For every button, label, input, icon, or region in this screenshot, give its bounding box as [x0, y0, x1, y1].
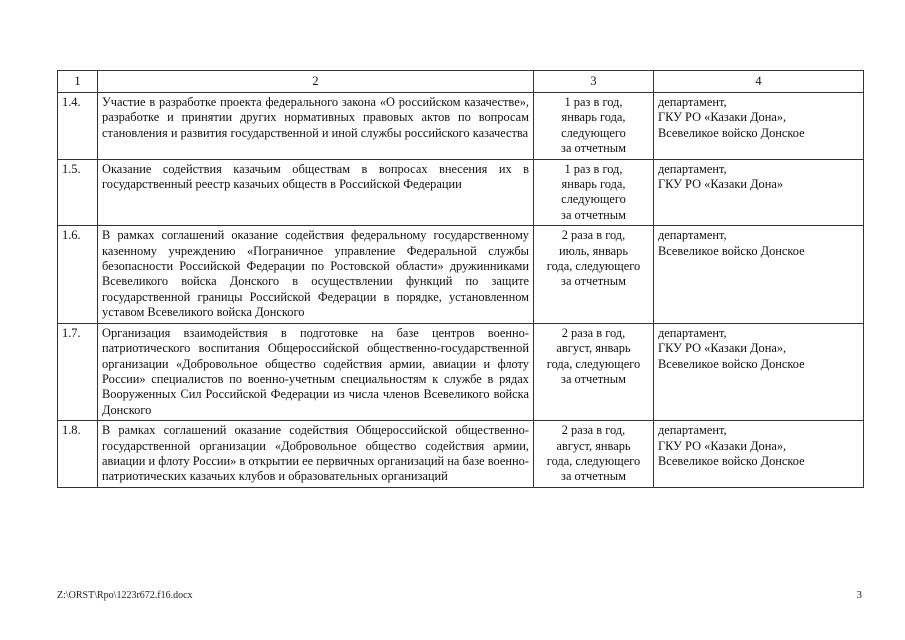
row-responsible: [654, 323, 864, 420]
table-row: [58, 93, 864, 160]
responsible-line: департамент,: [658, 423, 727, 438]
period-line: 1 раз в год,: [564, 95, 623, 109]
period-line: январь года,: [561, 177, 626, 192]
period-line: за отчетным: [561, 469, 626, 484]
row-number: 1.8.: [58, 421, 98, 488]
row-description: Организация взаимодействия в подготовке на базе центров военно-патриотического воспитания Общероссийской общественно-государственной организации «Добровольное общество содействия армии, авиации и флоту России» специалистов по военно-учетным специальностям к службе в рядах Вооруженных Сил Российской Федерации из числа членов Всевеликого войска Донского: [98, 323, 534, 420]
period-line: года, следующего: [546, 259, 641, 274]
header-col-2: 2: [98, 71, 534, 93]
responsible-line: Всевеликое войско Донское: [658, 243, 805, 258]
responsible-line: ГКУ РО «Казаки Дона»,: [658, 438, 787, 453]
row-number: 1.5.: [58, 159, 98, 226]
row-responsible: [654, 421, 864, 488]
responsible-line: департамент,: [658, 228, 727, 243]
row-period: [534, 323, 654, 420]
responsible-line: ГКУ РО «Казаки Дона»,: [658, 341, 787, 356]
row-period: [534, 93, 654, 160]
row-period: [534, 159, 654, 226]
plan-table: [57, 70, 864, 488]
responsible-line: ГКУ РО «Казаки Дона»: [658, 177, 784, 192]
row-description: Участие в разработке проекта федерального закона «О российском казачестве», разработке и принятии других нормативных правовых актов по вопросам становления и развития государственной и иной службы российского казачества: [98, 93, 534, 160]
row-number: 1.6.: [58, 226, 98, 323]
responsible-line: Всевеликое войско Донское: [658, 125, 805, 140]
table-header-row: [58, 71, 864, 93]
header-col-3: 3: [534, 71, 654, 93]
period-line: июль, январь: [559, 243, 628, 258]
period-line: январь года,: [561, 110, 626, 125]
period-line: 2 раза в год,: [561, 325, 626, 340]
period-line: август, январь: [556, 341, 631, 356]
period-line: 2 раза в год,: [561, 423, 626, 438]
page-number: 3: [856, 589, 862, 601]
period-line: за отчетным: [561, 141, 626, 156]
responsible-line: ГКУ РО «Казаки Дона»,: [658, 110, 787, 125]
responsible-line: Всевеликое войско Донское: [658, 453, 805, 468]
period-line: следующего: [561, 192, 626, 207]
row-description: В рамках соглашений оказание содействия Общероссийской общественно-государственной организации «Добровольное общество содействия армии, авиации и флоту России» в открытии ее первичных организаций на базе военно-патриотических казачьих клубов и образовательных организаций: [98, 421, 534, 488]
period-line: следующего: [561, 125, 626, 140]
period-line: 2 раза в год,: [561, 228, 626, 243]
row-responsible: [654, 93, 864, 160]
row-description: Оказание содействия казачьим обществам в вопросах внесения их в государственный реестр казачьих обществ в Российской Федерации: [98, 159, 534, 226]
table-row: [58, 323, 864, 420]
header-col-1: 1: [58, 71, 98, 93]
header-col-4: 4: [654, 71, 864, 93]
row-responsible: [654, 159, 864, 226]
table-row: [58, 159, 864, 226]
row-period: [534, 226, 654, 323]
period-line: за отчетным: [561, 274, 626, 289]
footer-file-path: Z:\ORST\Rpo\1223r672.f16.docx: [57, 590, 193, 601]
period-line: года, следующего: [546, 356, 641, 371]
row-number: 1.7.: [58, 323, 98, 420]
period-line: за отчетным: [561, 207, 626, 222]
responsible-line: департамент,: [658, 95, 727, 109]
period-line: года, следующего: [546, 453, 641, 468]
table-row: [58, 226, 864, 323]
plan-table-body: [58, 71, 864, 488]
row-responsible: [654, 226, 864, 323]
responsible-line: департамент,: [658, 161, 727, 176]
row-number: 1.4.: [58, 93, 98, 160]
row-period: [534, 421, 654, 488]
table-row: [58, 421, 864, 488]
period-line: за отчетным: [561, 371, 626, 386]
responsible-line: Всевеликое войско Донское: [658, 356, 805, 371]
period-line: август, январь: [556, 438, 631, 453]
responsible-line: департамент,: [658, 325, 727, 340]
period-line: 1 раз в год,: [564, 161, 623, 176]
row-description: В рамках соглашений оказание содействия федеральному государственному казенному учреждению «Пограничное управление Федеральной службы безопасности Российской Федерации по Ростовской области» дружинниками Всевеликого войска Донского в осуществлении функций по защите государственной границы Российской Федерации в порядке, установленном уставом Всевеликого войска Донского: [98, 226, 534, 323]
